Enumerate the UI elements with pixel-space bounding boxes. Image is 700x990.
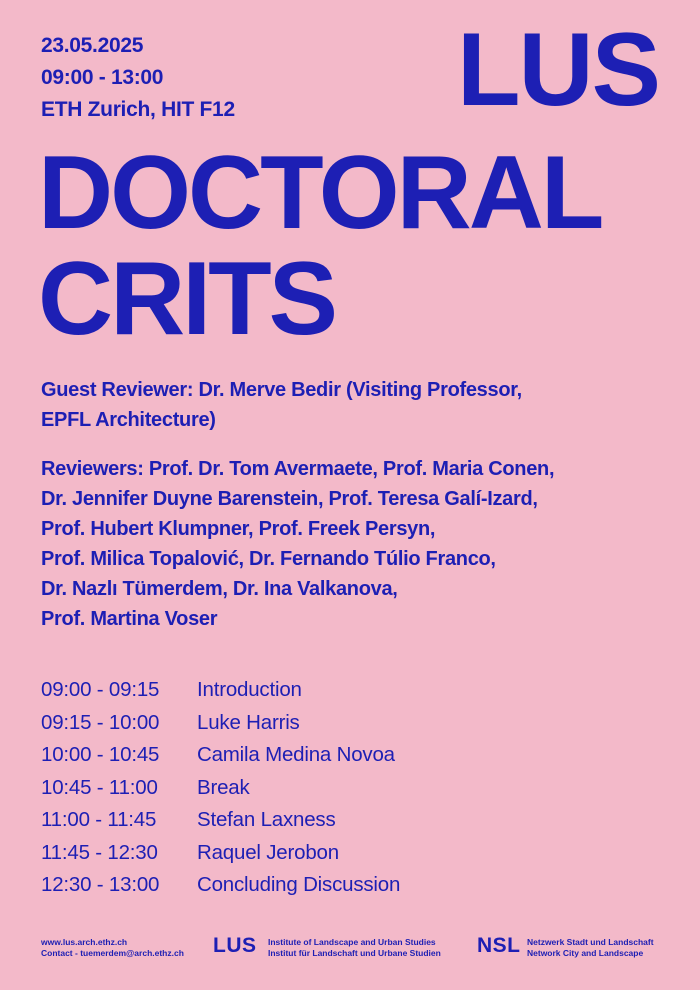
- schedule-row: [41, 804, 400, 837]
- schedule-item: Raquel Jerobon: [197, 840, 339, 864]
- schedule-time: 09:00 - 09:15: [41, 678, 160, 701]
- schedule-time: 11:45 - 12:30: [41, 840, 158, 864]
- reviewers-line: Reviewers: Prof. Dr. Tom Avermaete, Prof. Maria Conen,: [41, 458, 555, 480]
- schedule-time: 12:30 - 13:00: [41, 873, 160, 896]
- reviewers-line: Prof. Martina Voser: [41, 608, 218, 630]
- event-date: 23.05.2025: [41, 34, 144, 57]
- website-link[interactable]: www.lus.arch.ethz.ch: [41, 937, 128, 947]
- schedule-row: [41, 869, 400, 902]
- nsl-logo: NSL: [477, 934, 521, 957]
- lus-logo-small: LUS: [213, 934, 257, 957]
- schedule-time: 09:15 - 10:00: [41, 710, 160, 734]
- schedule-item: Stefan Laxness: [197, 808, 336, 831]
- network-name-de: Netzwerk Stadt und Landschaft: [527, 937, 654, 947]
- schedule-table: [41, 674, 400, 902]
- poster-title: [38, 135, 602, 357]
- event-location: ETH Zurich, HIT F12: [41, 98, 235, 121]
- schedule-row: [41, 772, 400, 805]
- title-line-1: DOCTORAL: [38, 135, 602, 251]
- institute-name-de: Institut für Landschaft und Urbane Studien: [268, 948, 441, 958]
- schedule-time: 11:00 - 11:45: [41, 808, 157, 831]
- lus-logo-large: LUS: [457, 12, 659, 128]
- reviewers-line: Dr. Nazlı Tümerdem, Dr. Ina Valkanova,: [41, 578, 398, 600]
- schedule-time: 10:00 - 10:45: [41, 743, 160, 766]
- schedule-row: [41, 837, 400, 870]
- schedule-item: Break: [197, 775, 250, 799]
- schedule-row: [41, 739, 400, 772]
- footer: [41, 936, 666, 964]
- guest-reviewer: [41, 375, 671, 435]
- guest-reviewer-line: Guest Reviewer: Dr. Merve Bedir (Visiting Professor,: [41, 379, 522, 401]
- schedule-row: [41, 707, 400, 740]
- institute-name-en: Institute of Landscape and Urban Studies: [268, 937, 436, 947]
- network-name: [527, 937, 654, 959]
- footer-contact: [41, 937, 184, 959]
- network-name-en: Network City and Landscape: [527, 948, 644, 958]
- contact-email[interactable]: Contact - tuemerdem@arch.ethz.ch: [41, 948, 184, 958]
- schedule-item: Introduction: [197, 678, 302, 701]
- schedule-row: [41, 674, 400, 707]
- reviewers-line: Prof. Milica Topalović, Dr. Fernando Túlio Franco,: [41, 548, 496, 570]
- schedule-item: Luke Harris: [197, 710, 300, 734]
- guest-reviewer-line: EPFL Architecture): [41, 409, 216, 431]
- institute-name: [268, 937, 441, 959]
- reviewers-line: Prof. Hubert Klumpner, Prof. Freek Persyn,: [41, 518, 436, 540]
- reviewers-list: [41, 454, 671, 634]
- event-info: [41, 30, 235, 126]
- title-line-2: CRITS: [38, 241, 335, 357]
- schedule-item: Camila Medina Novoa: [197, 743, 395, 766]
- schedule-item: Concluding Discussion: [197, 873, 401, 896]
- schedule-time: 10:45 - 11:00: [41, 775, 158, 799]
- event-time: 09:00 - 13:00: [41, 66, 164, 89]
- reviewers-line: Dr. Jennifer Duyne Barenstein, Prof. Teresa Galí-Izard,: [41, 488, 538, 510]
